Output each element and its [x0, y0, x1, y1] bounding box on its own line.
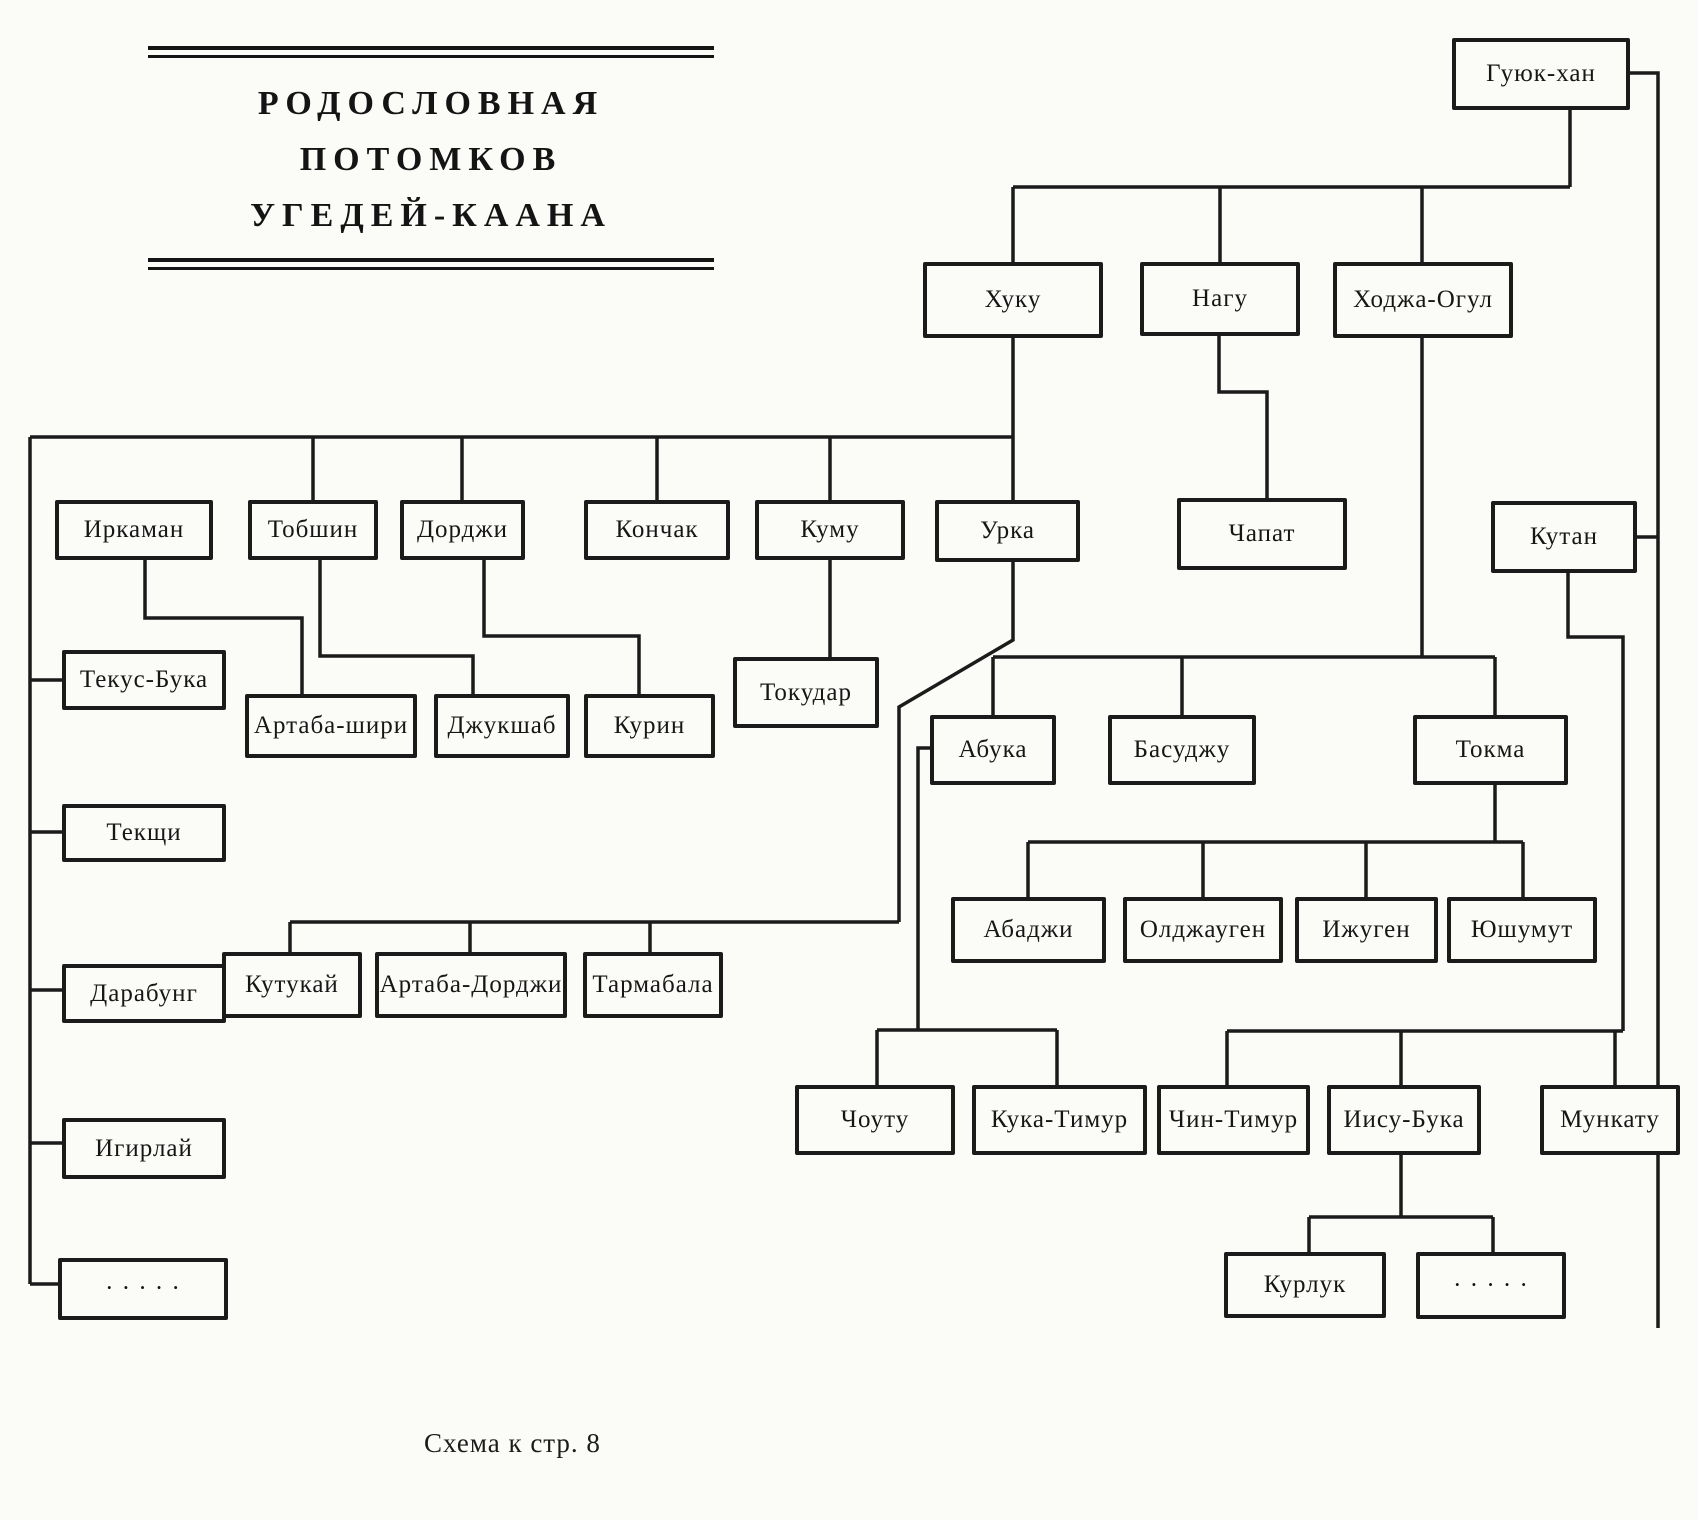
- node-guyuk: Гуюк-хан: [1452, 38, 1630, 110]
- node-artaba-dordzhi: Артаба-Дорджи: [375, 952, 567, 1018]
- edge-dordzhi-to-kurin: [484, 560, 639, 694]
- node-chouty: Чоуту: [795, 1085, 955, 1155]
- node-chin-timur: Чин-Тимур: [1157, 1085, 1310, 1155]
- node-dzhukshab: Джукшаб: [434, 694, 570, 758]
- node-tekshchi: Текщи: [62, 804, 226, 862]
- node-urka: Урка: [935, 500, 1080, 562]
- title-line-2: УГЕДЕЙ-КААНА: [250, 197, 612, 235]
- page-caption: Схема к стр. 8: [424, 1428, 601, 1458]
- node-darabung: Дарабунг: [62, 964, 226, 1023]
- node-iisu-buka: Иису-Бука: [1327, 1085, 1481, 1155]
- node-kurluk: Курлук: [1224, 1252, 1386, 1318]
- node-kumu: Куму: [755, 500, 905, 560]
- double-rule-top: [148, 46, 714, 50]
- node-irkaman: Иркаман: [55, 500, 213, 560]
- edge-tobshin-to-dzhukshab: [320, 560, 473, 694]
- node-izhugen: Ижуген: [1295, 897, 1438, 963]
- node-tobshin: Тобшин: [248, 500, 378, 560]
- title-block: [148, 46, 714, 270]
- node-kuka-timur: Кука-Тимур: [972, 1085, 1147, 1155]
- double-rule-bottom: [148, 258, 714, 262]
- node-abadzhi: Абаджи: [951, 897, 1106, 963]
- node-tekus-buka: Текус-Бука: [62, 650, 226, 710]
- node-huku: Хуку: [923, 262, 1103, 338]
- edge-abuka-descender: [918, 748, 930, 1030]
- node-kutan: Кутан: [1491, 501, 1637, 573]
- edge-nagu-to-chapat: [1219, 336, 1267, 498]
- diagram-title: [148, 58, 714, 258]
- node-konchak: Кончак: [584, 500, 730, 560]
- node-tokudar: Токудар: [733, 657, 879, 728]
- node-munkatu: Мункату: [1540, 1085, 1680, 1155]
- node-chapat: Чапат: [1177, 498, 1347, 570]
- node-tokma: Токма: [1413, 715, 1568, 785]
- node-hodzha-ogul: Ходжа-Огул: [1333, 262, 1513, 338]
- node-dots-right: · · · · ·: [1416, 1252, 1566, 1319]
- node-dots-left: · · · · ·: [58, 1258, 228, 1320]
- node-tarmabala: Тармабала: [583, 952, 723, 1018]
- node-yushumut: Юшумут: [1447, 897, 1597, 963]
- node-abuka: Абука: [930, 715, 1056, 785]
- node-igirlay: Игирлай: [62, 1118, 226, 1179]
- node-artaba-shiri: Артаба-шири: [245, 694, 417, 758]
- node-kutukay: Кутукай: [222, 952, 362, 1018]
- node-dordzhi: Дорджи: [400, 500, 525, 560]
- node-oldzhaugen: Олджауген: [1123, 897, 1283, 963]
- title-line-1: РОДОСЛОВНАЯ ПОТОМКОВ: [257, 85, 605, 179]
- node-nagu: Нагу: [1140, 262, 1300, 336]
- node-kurin: Курин: [584, 694, 715, 758]
- node-basudzhu: Басуджу: [1108, 715, 1256, 785]
